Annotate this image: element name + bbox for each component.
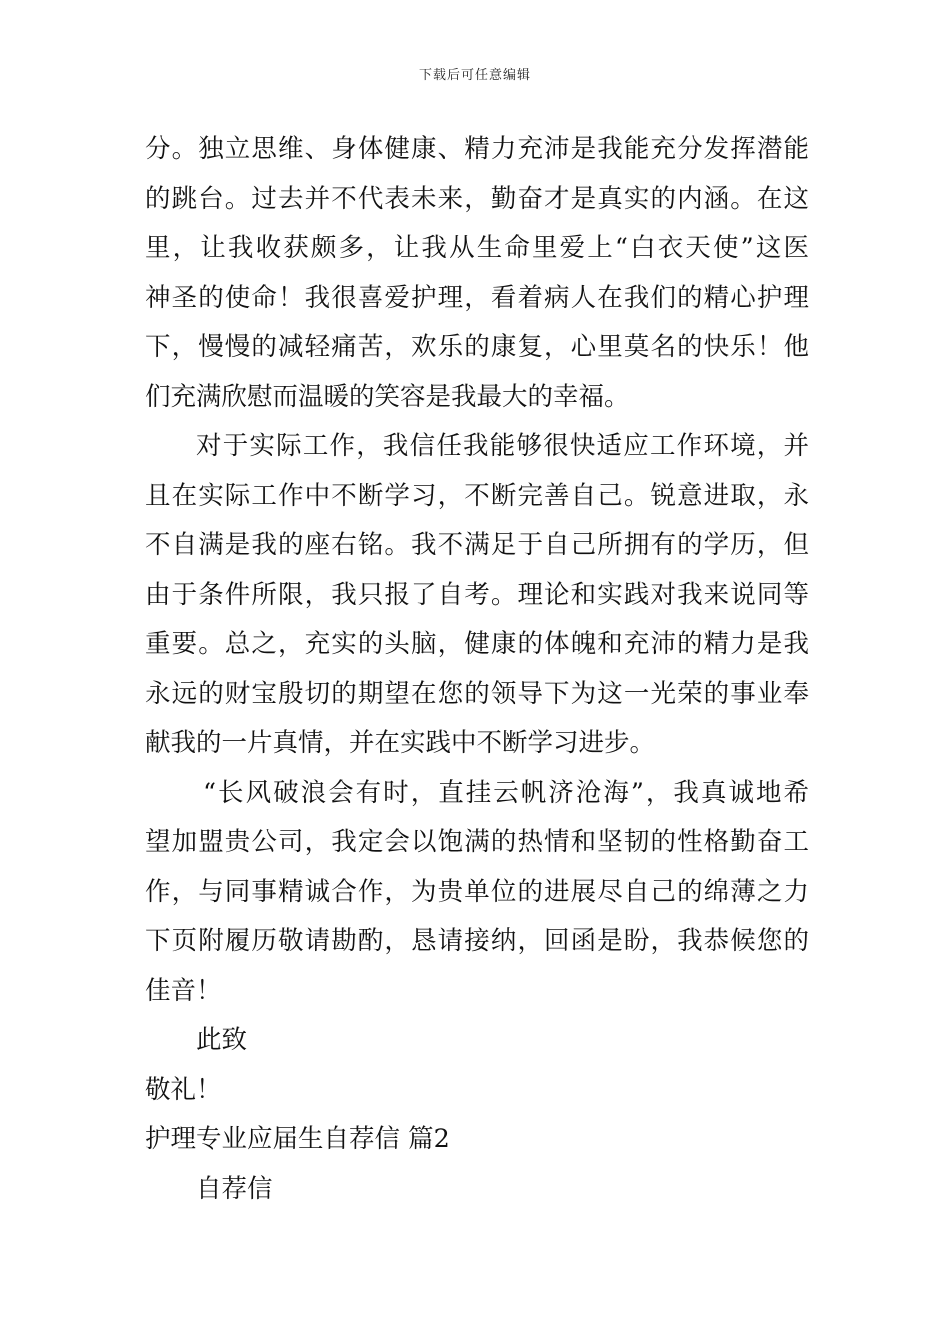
subtitle (145, 1165, 809, 1215)
closing (145, 1016, 809, 1066)
text-line: 由于条件所限，我只报了自考。理论和实践对我来说同等 (145, 579, 809, 610)
text-line: 下页附履历敬请勘酌，恳请接纳，回函是盼，我恭候您的 (145, 926, 809, 956)
text-line: 献我的一片真情，并在实践中不断学习进步。 (145, 728, 656, 758)
paragraph-1 (145, 125, 809, 422)
letter-body (145, 125, 809, 1214)
text-line: 且在实际工作中不断学习，不断完善自己。锐意进取，永 (145, 480, 809, 511)
text-line: 对于实际工作，我信任我能够很快适应工作环境，并 (196, 431, 809, 461)
paragraph-3 (145, 769, 809, 1017)
text-line: 重要。总之，充实的头脑，健康的体魄和充沛的精力是我 (145, 629, 809, 659)
page-header: 下载后可任意编辑 (418, 68, 531, 83)
paragraph-2 (145, 422, 809, 769)
text-line: 永远的财宝殷切的期望在您的领导下为这一光荣的事业奉 (145, 678, 809, 709)
section-heading (145, 1115, 809, 1165)
subtitle-text: 自荐信 (196, 1173, 273, 1204)
text-line: 的跳台。过去并不代表未来，勤奋才是真实的内涵。在这 (145, 183, 809, 214)
closing-text: 此致 (196, 1025, 248, 1055)
salutation (145, 1066, 809, 1116)
text-line: 们充满欣慰而温暖的笑容是我最大的幸福。 (145, 381, 630, 412)
text-line: 神圣的使命！我很喜爱护理，看着病人在我们的精心护理 (145, 282, 809, 313)
text-line: “长风破浪会有时，直挂云帆济沧海”，我真诚地希 (203, 777, 809, 808)
text-line: 佳音！ (145, 975, 222, 1006)
text-line: 分。独立思维、身体健康、精力充沛是我能充分发挥潜能 (145, 134, 809, 164)
text-line: 里，让我收获颇多，让我从生命里爱上“白衣天使”这医 (145, 233, 809, 263)
text-line: 望加盟贵公司，我定会以饱满的热情和坚韧的性格勤奋工 (145, 827, 809, 857)
text-line: 不自满是我的座右铭。我不满足于自己所拥有的学历，但 (145, 530, 809, 560)
section-title: 护理专业应届生自荐信 篇2 (145, 1124, 450, 1154)
text-line: 作，与同事精诚合作，为贵单位的进展尽自己的绵薄之力 (145, 876, 809, 907)
salutation-text: 敬礼！ (145, 1074, 222, 1105)
text-line: 下，慢慢的减轻痛苦，欢乐的康复，心里莫名的快乐！他 (145, 332, 809, 362)
